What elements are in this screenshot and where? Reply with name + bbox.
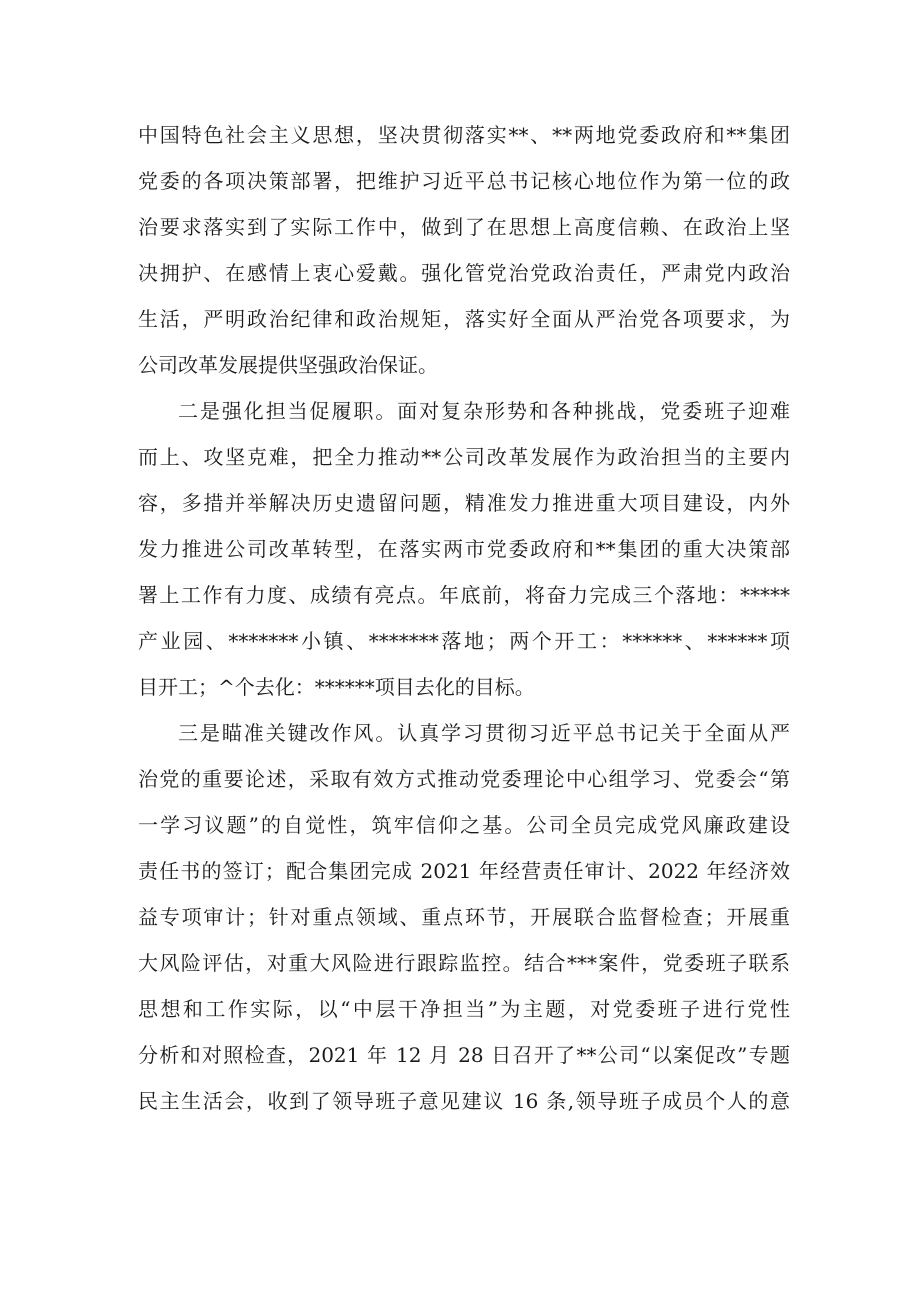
text-line: 治党的重要论述，采取有效方式推动党委理论中心组学习、党委会“第 [138, 767, 790, 791]
text-line: 容，多措并举解决历史遗留问题，精准发力推进重大项目建设，内外 [138, 491, 790, 515]
text-line: 而上、攻坚克难，把全力推动**公司改革发展作为政治担当的主要内 [138, 445, 790, 469]
text-line: 治要求落实到了实际工作中，做到了在思想上高度信赖、在政治上坚 [138, 215, 790, 239]
text-line: 决拥护、在感情上衷心爱戴。强化管党治党政治责任，严肃党内政治 [138, 261, 790, 285]
text-line: 署上工作有力度、成绩有亮点。年底前，将奋力完成三个落地：***** [138, 583, 790, 607]
text-line: 思想和工作实际，以“中层干净担当”为主题，对党委班子进行党性 [138, 997, 790, 1021]
document-body [138, 112, 790, 1124]
text-line: 责任书的签订；配合集团完成 2021 年经营责任审计、2022 年经济效 [138, 859, 790, 883]
text-line: 大风险评估，对重大风险进行跟踪监控。结合***案件，党委班子联系 [138, 951, 790, 975]
text-line: 一学习议题”的自觉性，筑牢信仰之基。公司全员完成党风廉政建设 [138, 813, 790, 837]
paragraph-start-line: 三是瞄准关键改作风。认真学习贯彻习近平总书记关于全面从严 [178, 721, 790, 745]
paragraph-start-line: 二是强化担当促履职。面对复杂形势和各种挑战，党委班子迎难 [178, 399, 790, 423]
text-line: 党委的各项决策部署，把维护习近平总书记核心地位作为第一位的政 [138, 169, 790, 193]
text-line: 目开工；^个去化：******项目去化的目标。 [138, 675, 535, 699]
text-line: 分析和对照检查，2021 年 12 月 28 日召开了**公司“以案促改”专题 [138, 1043, 790, 1067]
text-line: 中国特色社会主义思想，坚决贯彻落实**、**两地党委政府和**集团 [138, 123, 790, 147]
text-line: 生活，严明政治纪律和政治规矩，落实好全面从严治党各项要求，为 [138, 307, 790, 331]
text-line: 发力推进公司改革转型，在落实两市党委政府和**集团的重大决策部 [138, 537, 790, 561]
text-line: 产业园、*******小镇、*******落地；两个开工：******、******项 [138, 629, 790, 653]
text-line: 益专项审计；针对重点领域、重点环节，开展联合监督检查；开展重 [138, 905, 790, 929]
text-line: 民主生活会，收到了领导班子意见建议 16 条,领导班子成员个人的意 [138, 1089, 790, 1113]
text-line: 公司改革发展提供坚强政治保证。 [138, 353, 438, 377]
